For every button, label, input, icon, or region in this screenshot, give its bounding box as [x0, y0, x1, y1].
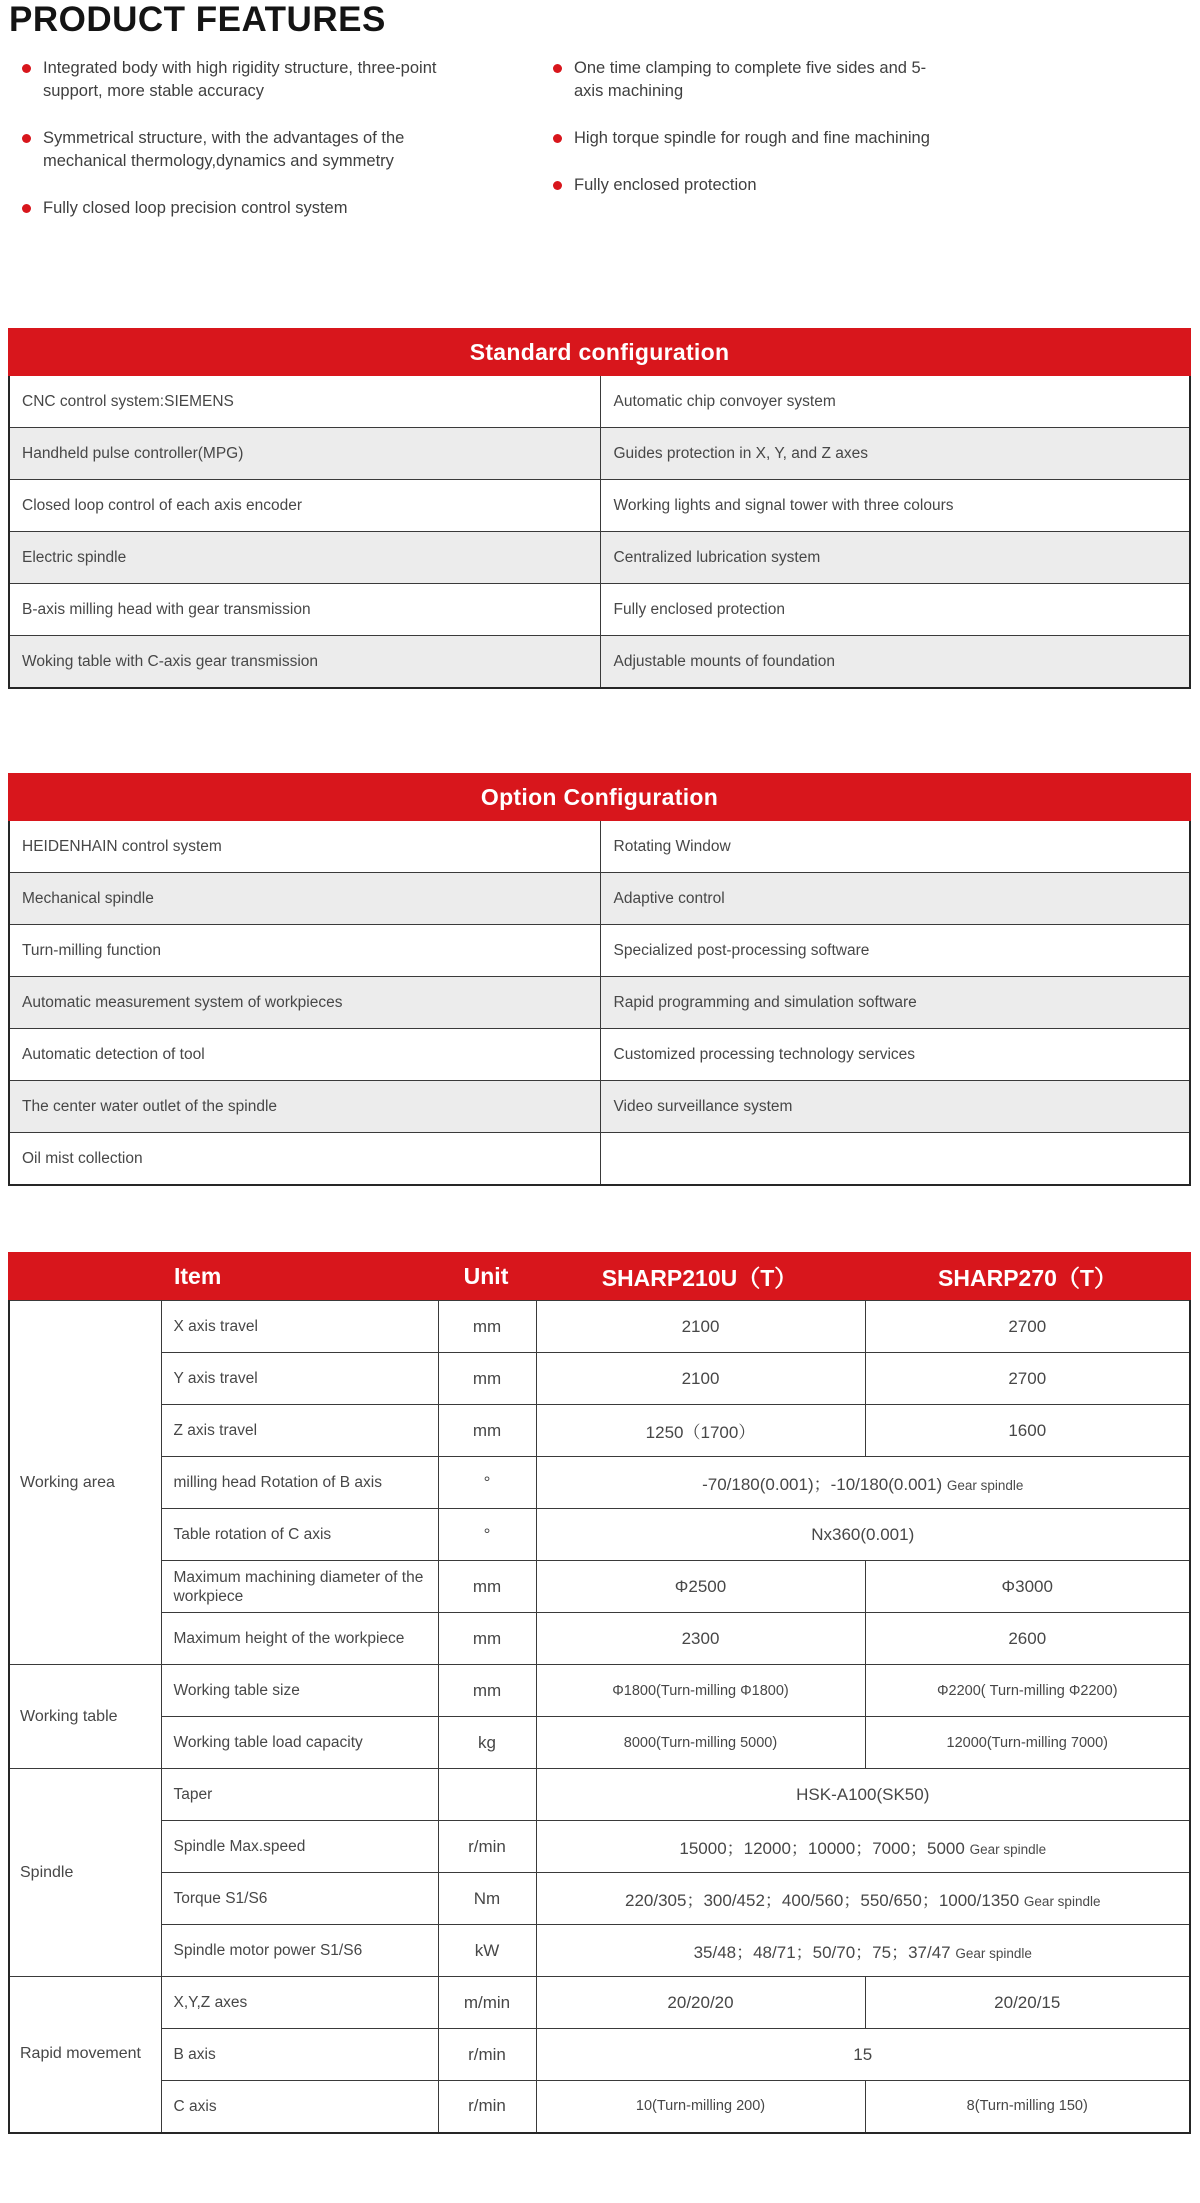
config-cell-right: Specialized post-processing software [600, 925, 1190, 976]
spec-value-cell: 1250（1700） [536, 1405, 865, 1457]
spec-unit-cell: m/min [438, 1977, 536, 2029]
spec-item-cell: Maximum height of the workpiece [161, 1613, 438, 1665]
spec-value-cell: 20/20/15 [865, 1977, 1190, 2029]
spec-row [9, 1353, 1190, 1405]
spec-unit-cell: r/min [438, 2081, 536, 2133]
feature-item [20, 197, 485, 220]
spec-unit-cell: r/min [438, 1821, 536, 1873]
standard-config-table [8, 328, 1191, 689]
spec-header-model2: SHARP270（T） [938, 1264, 1117, 1291]
spec-row [9, 1977, 1190, 2029]
config-cell-left: B-axis milling head with gear transmission [22, 600, 311, 618]
spec-value-suffix: Gear spindle [946, 1478, 1024, 1493]
spec-value-cell: 2100 [536, 1301, 865, 1353]
spec-item-cell: X axis travel [161, 1301, 438, 1353]
feature-item [551, 127, 946, 150]
spec-value-cell: 15000；12000；10000；7000；5000 Gear spindle [536, 1821, 1190, 1873]
feature-text: Fully enclosed protection [574, 176, 757, 194]
spec-table [8, 1252, 1191, 2134]
bullet-icon [22, 204, 31, 213]
feature-item [20, 127, 485, 173]
spec-item-cell: Table rotation of C axis [161, 1509, 438, 1561]
config-row [10, 427, 1189, 479]
spec-value-cell: 10(Turn-milling 200) [536, 2081, 865, 2133]
config-row [10, 821, 1189, 872]
spec-value-suffix: Gear spindle [1023, 1894, 1101, 1909]
feature-item [551, 174, 946, 197]
spec-value-cell: 20/20/20 [536, 1977, 865, 2029]
spec-value-cell: Φ2200( Turn-milling Φ2200) [865, 1665, 1190, 1717]
feature-text: Integrated body with high rigidity structure, three-point support, more stable accuracy [43, 59, 437, 100]
spec-item-cell: Y axis travel [161, 1353, 438, 1405]
config-cell-left: Oil mist collection [22, 1149, 143, 1167]
spec-row [9, 1717, 1190, 1769]
spec-value-cell: 15 [536, 2029, 1190, 2081]
spec-item-cell: Taper [161, 1769, 438, 1821]
spec-value-cell: 220/305；300/452；400/560；550/650；1000/1350 Gear spindle [536, 1873, 1190, 1925]
spec-item-cell: Working table load capacity [161, 1717, 438, 1769]
bullet-icon [553, 64, 562, 73]
config-cell-left: Electric spindle [22, 548, 127, 566]
spec-value-suffix: Gear spindle [969, 1842, 1047, 1857]
config-cell-right: Automatic chip convoyer system [600, 376, 1190, 427]
spec-row [9, 2081, 1190, 2133]
config-cell-left: Closed loop control of each axis encoder [22, 496, 303, 514]
standard-config-body [8, 376, 1191, 689]
spec-unit-cell: kg [438, 1717, 536, 1769]
spec-unit-cell: ° [438, 1457, 536, 1509]
config-cell-left: Woking table with C-axis gear transmission [22, 652, 319, 670]
spec-value-cell: Φ3000 [865, 1561, 1190, 1613]
spec-value-cell: 8000(Turn-milling 5000) [536, 1717, 865, 1769]
option-config-body [8, 821, 1191, 1186]
config-row [10, 1132, 1189, 1184]
spec-row [9, 2029, 1190, 2081]
spec-row [9, 1405, 1190, 1457]
spec-group-cell: Working table [9, 1665, 161, 1769]
feature-text: Fully closed loop precision control system [43, 199, 348, 217]
spec-value-cell: Φ2500 [536, 1561, 865, 1613]
spec-value-cell: 2300 [536, 1613, 865, 1665]
spec-row [9, 1821, 1190, 1873]
spec-item-cell: Spindle motor power S1/S6 [161, 1925, 438, 1977]
spec-unit-cell: mm [438, 1405, 536, 1457]
option-config-table [8, 773, 1191, 1186]
spec-item-cell: Working table size [161, 1665, 438, 1717]
config-cell-right: Adjustable mounts of foundation [600, 636, 1190, 687]
spec-value-cell: 35/48；48/71；50/70；75；37/47 Gear spindle [536, 1925, 1190, 1977]
spec-row [9, 1873, 1190, 1925]
spec-group-cell: Working area [9, 1301, 161, 1665]
config-cell-left: Mechanical spindle [22, 889, 154, 907]
page-title: PRODUCT FEATURES [9, 0, 386, 39]
config-cell-right: Customized processing technology services [600, 1029, 1190, 1080]
spec-table-body [8, 1300, 1191, 2134]
spec-header-item: Item [174, 1262, 222, 1289]
features-left-column [20, 57, 485, 244]
config-cell-right: Working lights and signal tower with three colours [600, 480, 1190, 531]
config-cell-right: Guides protection in X, Y, and Z axes [600, 428, 1190, 479]
config-cell-right: Fully enclosed protection [600, 584, 1190, 635]
config-row [10, 1028, 1189, 1080]
config-cell-right: Rapid programming and simulation software [600, 977, 1190, 1028]
feature-item [551, 57, 946, 103]
spec-value-cell: 2700 [865, 1353, 1190, 1405]
config-cell-left: HEIDENHAIN control system [22, 837, 222, 855]
spec-value-suffix: Gear spindle [955, 1946, 1032, 1961]
feature-text: High torque spindle for rough and fine machining [574, 129, 930, 147]
config-cell-right [600, 1133, 1190, 1184]
spec-item-cell: C axis [161, 2081, 438, 2133]
spec-value-cell: 1600 [865, 1405, 1190, 1457]
config-cell-right: Centralized lubrication system [600, 532, 1190, 583]
spec-unit-cell: Nm [438, 1873, 536, 1925]
spec-table-header [8, 1252, 1191, 1300]
spec-header-model1: SHARP210U（T） [601, 1264, 798, 1291]
config-row [10, 376, 1189, 427]
spec-value-cell: Nx360(0.001) [536, 1509, 1190, 1561]
config-cell-left: Turn-milling function [22, 941, 161, 959]
bullet-icon [22, 134, 31, 143]
spec-value-cell: Φ1800(Turn-milling Φ1800) [536, 1665, 865, 1717]
bullet-icon [553, 181, 562, 190]
config-row [10, 479, 1189, 531]
spec-unit-cell: r/min [438, 2029, 536, 2081]
spec-item-cell: Torque S1/S6 [161, 1873, 438, 1925]
bullet-icon [22, 64, 31, 73]
spec-unit-cell: mm [438, 1613, 536, 1665]
spec-unit-cell: ° [438, 1509, 536, 1561]
spec-value-cell: HSK-A100(SK50) [536, 1769, 1190, 1821]
spec-row [9, 1301, 1190, 1353]
config-cell-left: Handheld pulse controller(MPG) [22, 444, 244, 462]
spec-item-cell: Z axis travel [161, 1405, 438, 1457]
feature-text: Symmetrical structure, with the advantages of the mechanical thermology,dynamics and symmetry [43, 129, 405, 170]
spec-group-cell: Rapid movement [9, 1977, 161, 2133]
standard-config-title: Standard configuration [8, 328, 1191, 376]
config-cell-right: Rotating Window [600, 821, 1190, 872]
spec-row [9, 1457, 1190, 1509]
spec-value-cell: 8(Turn-milling 150) [865, 2081, 1190, 2133]
spec-item-cell: B axis [161, 2029, 438, 2081]
feature-text: One time clamping to complete five sides and 5-axis machining [574, 59, 927, 100]
feature-item [20, 57, 485, 103]
spec-unit-cell [438, 1769, 536, 1821]
spec-row [9, 1561, 1190, 1613]
spec-unit-cell: mm [438, 1665, 536, 1717]
spec-row [9, 1769, 1190, 1821]
config-row [10, 872, 1189, 924]
spec-value-cell: 2700 [865, 1301, 1190, 1353]
spec-row [9, 1613, 1190, 1665]
bullet-icon [553, 134, 562, 143]
spec-unit-cell: mm [438, 1301, 536, 1353]
features-section [20, 57, 946, 244]
spec-group-cell: Spindle [9, 1769, 161, 1977]
spec-row [9, 1665, 1190, 1717]
spec-header-unit: Unit [463, 1262, 509, 1289]
config-cell-right: Adaptive control [600, 873, 1190, 924]
spec-item-cell: milling head Rotation of B axis [161, 1457, 438, 1509]
spec-unit-cell: kW [438, 1925, 536, 1977]
spec-unit-cell: mm [438, 1353, 536, 1405]
spec-item-cell: Maximum machining diameter of the workpiece [161, 1561, 438, 1613]
config-row [10, 583, 1189, 635]
spec-unit-cell: mm [438, 1561, 536, 1613]
config-cell-left: The center water outlet of the spindle [22, 1097, 278, 1115]
config-row [10, 976, 1189, 1028]
spec-value-cell: 2100 [536, 1353, 865, 1405]
spec-item-cell: Spindle Max.speed [161, 1821, 438, 1873]
option-config-title: Option Configuration [8, 773, 1191, 821]
features-right-column [551, 57, 946, 244]
spec-value-cell: -70/180(0.001)；-10/180(0.001) Gear spindle [536, 1457, 1190, 1509]
config-row [10, 531, 1189, 583]
config-cell-left: CNC control system:SIEMENS [22, 392, 234, 410]
config-cell-left: Automatic measurement system of workpieces [22, 993, 343, 1011]
spec-value-cell: 2600 [865, 1613, 1190, 1665]
config-row [10, 1080, 1189, 1132]
spec-value-cell: 12000(Turn-milling 7000) [865, 1717, 1190, 1769]
config-row [10, 924, 1189, 976]
config-cell-left: Automatic detection of tool [22, 1045, 205, 1063]
spec-item-cell: X,Y,Z axes [161, 1977, 438, 2029]
spec-row [9, 1925, 1190, 1977]
config-cell-right: Video surveillance system [600, 1081, 1190, 1132]
config-row [10, 635, 1189, 687]
spec-row [9, 1509, 1190, 1561]
